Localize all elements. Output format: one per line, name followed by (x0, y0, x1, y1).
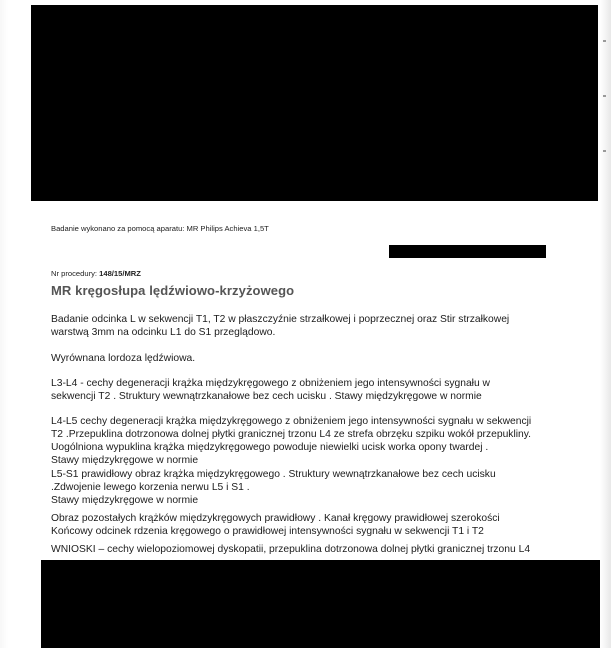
paragraph-conclusions (51, 543, 551, 556)
text-line: Uogólniona wypuklina krążka międzykręgowego powoduje niewielki ucisk worka opony twardej . (51, 442, 489, 453)
procedure-number-line (51, 269, 141, 278)
text-line: L3-L4 - cechy degeneracji krążka międzykręgowego z obniżeniem jego intensywności sygnału w (51, 378, 490, 389)
paragraph-l3-l4 (51, 377, 551, 403)
paragraph-lordosis (51, 352, 551, 365)
scan-edge-mark (603, 40, 606, 42)
text-line: Końcowy odcinek rdzenia kręgowego o prawidłowej intensywności sygnału w sekwencji T1 i T2 (51, 526, 484, 537)
scan-edge-mark (603, 95, 606, 97)
scanner-info: Badanie wykonano za pomocą aparatu: MR Philips Achieva 1,5T (51, 224, 269, 233)
procedure-label: Nr procedury: (51, 269, 100, 278)
scan-edge (600, 0, 611, 648)
text-line: Obraz pozostałych krążków międzykręgowych prawidłowy . Kanał kręgowy prawidłowej szerokości (51, 513, 500, 524)
paragraph-technique (51, 313, 551, 339)
procedure-number: 148/15/MRZ (99, 269, 141, 278)
text-line: Stawy międzykręgowe w normie (51, 495, 199, 506)
text-line: .Zdwojenie lewego korzenia nerwu L5 i S1 . (51, 482, 250, 493)
text-line: WNIOSKI – cechy wielopoziomowej dyskopatii, przepuklina dotrzonowa dolnej płytki granicznej trzonu L4 (51, 544, 531, 555)
text-line: L4-L5 cechy degeneracji krążka międzykręgowego z obniżeniem jego intensywności sygnału w sekwencji (51, 416, 532, 427)
redacted-footer-block (41, 560, 611, 648)
text-line: sekwencji T2 . Struktury wewnątrzkanałowe bez cech ucisku . Stawy międzykręgowe w normie (51, 391, 482, 402)
page-title: MR kręgosłupa lędźwiowo-krzyżowego (51, 283, 295, 298)
redacted-header-block (31, 5, 598, 201)
text-line: Wyrównana lordoza lędźwiowa. (51, 353, 196, 364)
paragraph-l4-l5 (51, 415, 551, 467)
text-line: L5-S1 prawidłowy obraz krążka międzykręgowego . Struktury wewnątrzkanałowe bez cech ucisku (51, 469, 496, 480)
text-line: warstwą 3mm na odcinku L1 do S1 przeglądowo. (51, 327, 276, 338)
paragraph-l5-s1 (51, 468, 551, 507)
redacted-name-block (389, 245, 546, 258)
text-line: Stawy międzykręgowe w normie (51, 455, 199, 466)
text-line: Badanie odcinka L w sekwencji T1, T2 w płaszczyźnie strzałkowej i poprzecznej oraz Stir strzałkowej (51, 314, 510, 325)
paragraph-other-discs (51, 512, 551, 538)
text-line: T2 .Przepuklina dotrzonowa dolnej płytki granicznej trzonu L4 ze strefa obrzęku szpiku wokół przepukliny. (51, 429, 532, 440)
scan-edge-mark (603, 150, 606, 152)
